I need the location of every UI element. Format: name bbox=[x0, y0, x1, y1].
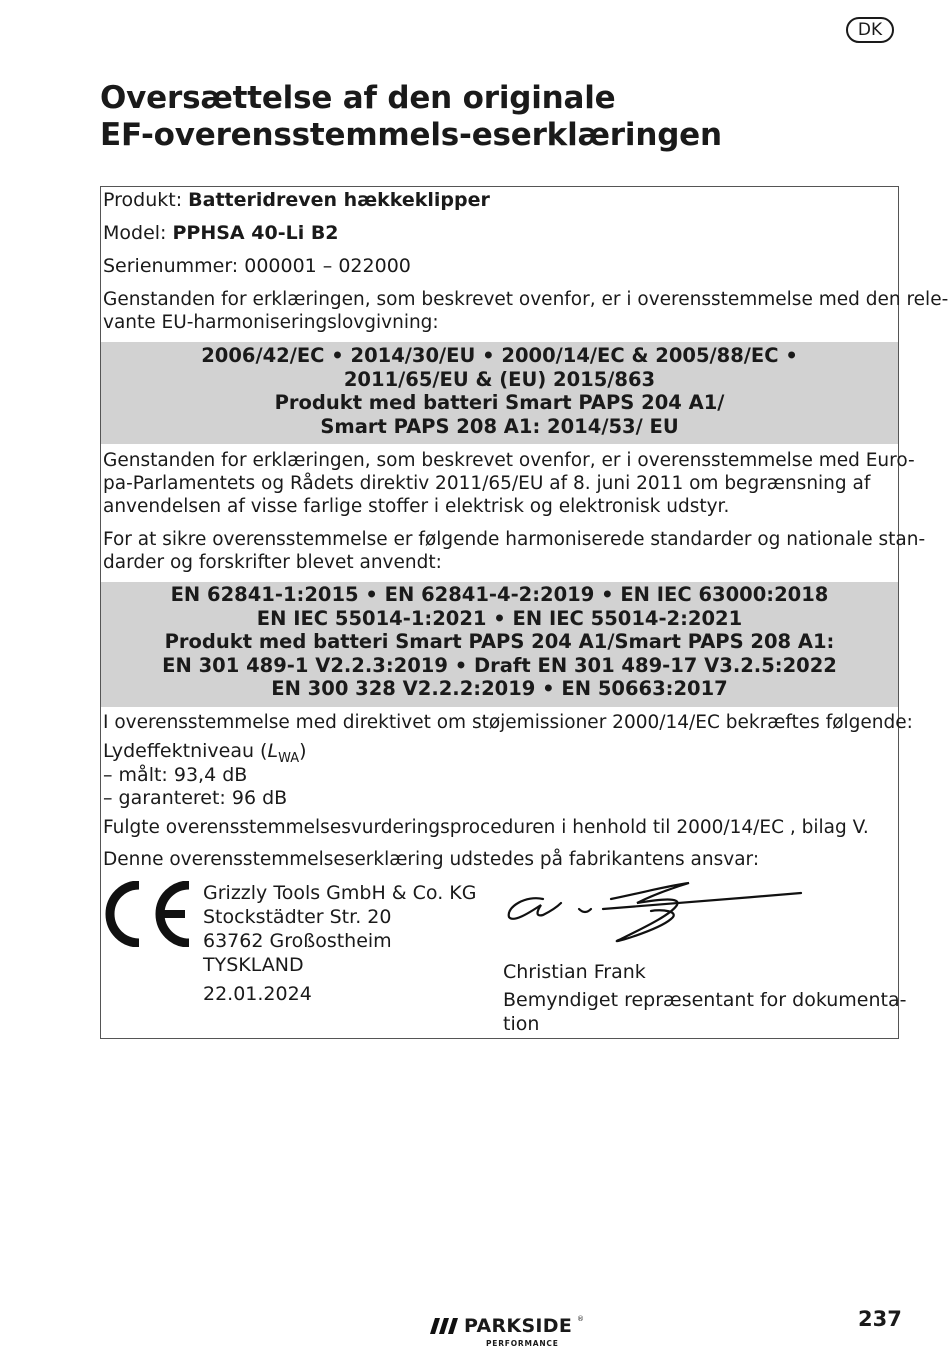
noise-intro: I overensstemmelse med direktivet om støjemissioner 2000/14/EC bekræftes følgende: bbox=[103, 712, 913, 733]
standards-line-2: EN IEC 55014-1:2021 • EN IEC 55014-2:2021 bbox=[256, 606, 743, 630]
standards-line-5: EN 300 328 V2.2.2:2019 • EN 50663:2017 bbox=[271, 677, 728, 700]
noise-measured: – målt: 93,4 dB bbox=[103, 764, 248, 786]
manufacturer-street: Stockstädter Str. 20 bbox=[203, 906, 392, 928]
title-line-2: EF-overensstemmels-eserklæringen bbox=[100, 117, 722, 153]
brand-subline: PERFORMANCE bbox=[486, 1339, 559, 1348]
rohs-line-2: pa-Parlamentets og Rådets direktiv 2011/65/EU af 8. juni 2011 om begrænsning af bbox=[103, 473, 871, 494]
language-badge: DK bbox=[846, 17, 894, 43]
standards-line-1: EN 62841-1:2015 • EN 62841-4-2:2019 • EN IEC 63000:2018 bbox=[170, 583, 829, 606]
product-line bbox=[103, 189, 490, 212]
sound-power-subscript: WA bbox=[278, 750, 300, 766]
rohs-line-3: anvendelsen af visse farlige stoffer i elektrisk og elektronisk udstyr. bbox=[103, 496, 730, 517]
rohs-text bbox=[103, 449, 915, 518]
declaration-date: 22.01.2024 bbox=[203, 983, 312, 1005]
directives-block bbox=[101, 342, 898, 444]
model-value: PPHSA 40-Li B2 bbox=[172, 222, 339, 244]
directives-line-1: 2006/42/EC • 2014/30/EU • 2000/14/EC & 2005/88/EC • bbox=[201, 344, 798, 367]
declaration-box bbox=[100, 186, 949, 1039]
page-number: 237 bbox=[858, 1307, 902, 1331]
signer-role-line-2: tion bbox=[503, 1013, 540, 1035]
manufacturer-city: 63762 Großostheim bbox=[203, 930, 392, 952]
directives-line-2: 2011/65/EU & (EU) 2015/863 bbox=[343, 367, 656, 391]
conformity-line-1: Genstanden for erklæringen, som beskrevet ovenfor, er i overensstemmelse med den rele- bbox=[103, 289, 949, 310]
model-label: Model: bbox=[103, 222, 167, 244]
directives-line-3: Produkt med batteri Smart PAPS 204 A1/ bbox=[274, 391, 725, 414]
responsibility-text: Denne overensstemmelseserklæring udstedes på fabrikantens ansvar: bbox=[103, 849, 760, 870]
noise-guaranteed: – garanteret: 96 dB bbox=[103, 787, 288, 809]
conformity-text bbox=[103, 288, 949, 334]
brand-registered-mark: ® bbox=[577, 1315, 584, 1323]
title-line-1: Oversættelse af den originale bbox=[100, 80, 616, 116]
parkside-logo bbox=[430, 1315, 590, 1351]
product-label: Produkt: bbox=[103, 189, 183, 211]
manufacturer-address bbox=[203, 881, 476, 1006]
rohs-line-1: Genstanden for erklæringen, som beskrevet ovenfor, er i overensstemmelse med Euro- bbox=[103, 450, 915, 471]
product-value: Batteridreven hækkeklipper bbox=[188, 189, 490, 211]
standards-text bbox=[103, 528, 926, 574]
standards-text-line-1: For at sikre overensstemmelse er følgende harmoniserede standarder og nationale stan- bbox=[103, 529, 926, 550]
page-title bbox=[100, 80, 722, 154]
signature-icon bbox=[501, 879, 811, 951]
sound-power-label: Lydeffektniveau ( bbox=[103, 740, 268, 762]
signer-name: Christian Frank bbox=[503, 961, 646, 983]
manufacturer-name: Grizzly Tools GmbH & Co. KG bbox=[203, 882, 477, 904]
conformity-line-2: vante EU-harmoniseringslovgivning: bbox=[103, 312, 439, 333]
logo-stripes-icon bbox=[430, 1318, 460, 1334]
procedure-text: Fulgte overensstemmelsesvurderingsproceduren i henhold til 2000/14/EC , bilag V. bbox=[103, 817, 869, 838]
sound-power-symbol: L bbox=[267, 740, 279, 762]
standards-line-4: EN 301 489-1 V2.2.3:2019 • Draft EN 301 489-17 V3.2.5:2022 bbox=[162, 653, 837, 677]
standards-block bbox=[101, 582, 898, 707]
ce-mark-icon bbox=[101, 881, 193, 947]
serial-number: Serienummer: 000001 – 022000 bbox=[103, 255, 411, 277]
standards-line-3: Produkt med batteri Smart PAPS 204 A1/Smart PAPS 208 A1: bbox=[164, 630, 835, 653]
standards-text-line-2: darder og forskrifter blevet anvendt: bbox=[103, 552, 442, 573]
model-line bbox=[103, 222, 339, 245]
sound-power-close: ) bbox=[299, 740, 307, 762]
signer-block bbox=[503, 960, 907, 1036]
signer-role-line-1: Bemyndiget repræsentant for dokumenta- bbox=[503, 989, 907, 1011]
manufacturer-country: TYSKLAND bbox=[203, 954, 304, 976]
brand-name: PARKSIDE bbox=[464, 1315, 573, 1337]
directives-line-4: Smart PAPS 208 A1: 2014/53/ EU bbox=[320, 414, 679, 438]
